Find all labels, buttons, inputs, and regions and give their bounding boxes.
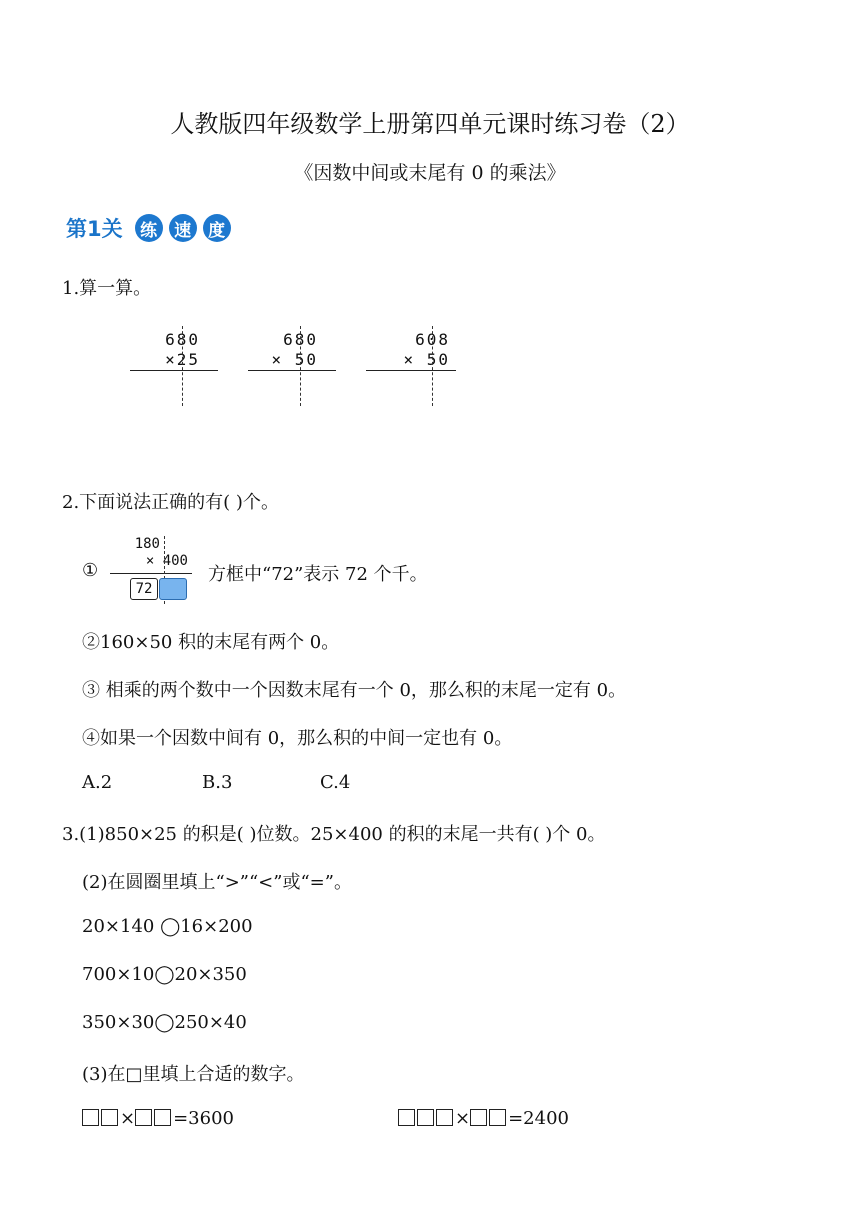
comparison-3: 350×30◯250×40	[82, 1012, 247, 1033]
equation-2-result: =2400	[508, 1108, 569, 1129]
problem-3-bottom: × 50	[403, 350, 450, 369]
fill-equation-1	[82, 1108, 234, 1129]
digit-box[interactable]	[417, 1109, 434, 1126]
problem-1-bottom: ×25	[165, 350, 200, 369]
level-label: 第1关	[66, 217, 123, 241]
question-2-prompt: 2.下面说法正确的有( )个。	[62, 492, 279, 513]
statement-1-number: ①	[82, 560, 99, 581]
option-a: A.2	[82, 772, 113, 793]
times-sign: ×	[120, 1108, 136, 1129]
vertical-problem-2	[246, 326, 336, 416]
statement-1: 方框中“72”表示 72 个千。	[208, 564, 428, 585]
figure-top: 180	[134, 536, 160, 552]
digit-box[interactable]	[436, 1109, 453, 1126]
figure-rule	[110, 573, 192, 574]
problem-1-rule	[130, 370, 218, 371]
vertical-problem-1	[128, 326, 218, 416]
question-3-part-2: (2)在圆圈里填上“>”“<”或“=”。	[82, 872, 352, 893]
problem-3-top: 608	[415, 330, 450, 349]
problem-2-top: 680	[283, 330, 318, 349]
boxed-72: 72	[130, 578, 158, 600]
problem-1-guide	[182, 326, 183, 406]
option-c: C.4	[320, 772, 351, 793]
statement-2: ②160×50 积的末尾有两个 0。	[82, 632, 340, 653]
digit-box[interactable]	[101, 1109, 118, 1126]
page-title: 人教版四年级数学上册第四单元课时练习卷（2）	[170, 110, 690, 138]
vertical-problem-3	[364, 326, 456, 416]
problem-2-guide	[300, 326, 301, 406]
problem-2-bottom: × 50	[271, 350, 318, 369]
level-badge-3: 度	[203, 214, 231, 242]
statement-3: ③ 相乘的两个数中一个因数末尾有一个 0，那么积的末尾一定有 0。	[82, 680, 627, 701]
digit-box[interactable]	[154, 1109, 171, 1126]
level-badge-1: 练	[135, 214, 163, 242]
comparison-2: 700×10◯20×350	[82, 964, 247, 985]
fill-equation-2	[398, 1108, 569, 1129]
digit-box[interactable]	[398, 1109, 415, 1126]
level-badge-2: 速	[169, 214, 197, 242]
problem-3-rule	[366, 370, 456, 371]
digit-box[interactable]	[135, 1109, 152, 1126]
option-b: B.3	[202, 772, 233, 793]
digit-box[interactable]	[489, 1109, 506, 1126]
question-1-prompt: 1.算一算。	[62, 278, 152, 299]
digit-box[interactable]	[470, 1109, 487, 1126]
digit-box[interactable]	[82, 1109, 99, 1126]
problem-1-top: 680	[165, 330, 200, 349]
equation-1-result: =3600	[173, 1108, 234, 1129]
page-subtitle: 《因数中间或末尾有 0 的乘法》	[294, 162, 566, 184]
statement-4: ④如果一个因数中间有 0，那么积的中间一定也有 0。	[82, 728, 513, 749]
problem-3-guide	[432, 326, 433, 406]
highlight-box	[159, 578, 187, 600]
question-3-part-1: 3.(1)850×25 的积是( )位数。25×400 的积的末尾一共有( )个 0。	[62, 824, 606, 845]
question-3-part-3: (3)在□里填上合适的数字。	[82, 1064, 305, 1085]
problem-2-rule	[248, 370, 336, 371]
level-tag	[66, 212, 231, 244]
multiplication-figure	[110, 536, 200, 604]
comparison-1: 20×140 ◯16×200	[82, 916, 253, 937]
figure-bottom: × 400	[145, 553, 188, 569]
times-sign: ×	[455, 1108, 471, 1129]
